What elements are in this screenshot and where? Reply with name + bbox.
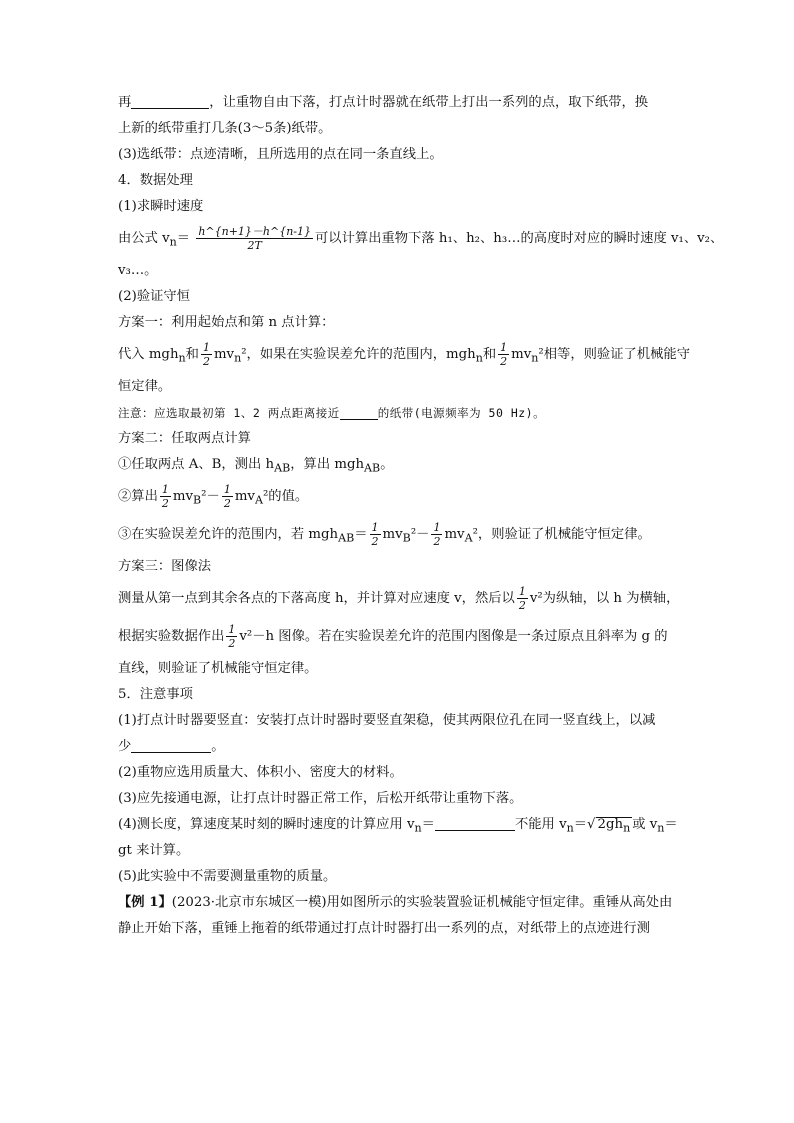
text-line [118,142,684,168]
formula-line [118,336,690,374]
text-segment: mv [213,347,235,362]
text-segment: 静止开始下落，重锤上拖着的纸带通过打点计时器打出一系列的点，对纸带上的点迹进行测 [118,921,650,936]
text-segment: 直线，则验证了机械能守恒定律。 [118,661,318,676]
text-segment: ＝ [354,527,368,542]
fraction-denominator: 2 [500,355,508,368]
text-segment: 测量从第一点到其余各点的下落高度 h，并计算对应速度 v，然后以 [118,591,515,606]
fill-blank [131,92,209,109]
half-fraction [226,624,237,649]
fraction-denominator: 2 [371,535,379,548]
fill-blank [131,736,211,753]
subscript: n [475,351,483,365]
sqrt-radicand [596,817,633,836]
text-segment: 和 [482,347,497,362]
subscript: n [169,235,177,249]
text-segment: v²－h 图像。若在实验误差允许的范围内图像是一条过原点且斜率为 g 的 [239,629,668,644]
fraction-denominator: 2 [223,497,231,510]
text-segment: 4．数据处理 [118,173,193,188]
subscript: AB [364,461,381,475]
fraction-denominator: 2T [247,239,262,252]
text-segment: 方案一：利用起始点和第 n 点计算： [118,315,335,330]
text-segment: ²－ [201,489,220,504]
fraction-denominator: 2 [518,599,526,612]
fraction-numerator: 1 [500,341,508,354]
fraction-numerator: 1 [202,341,210,354]
fraction-denominator: 2 [161,497,169,510]
text-segment: ①任取两点 A、B，测出 h [118,457,275,472]
text-segment: 或 v [632,817,658,832]
section-heading [118,168,684,194]
text-segment: ＝ [176,231,191,246]
text-segment: ＝ [573,817,588,832]
text-segment: v²为纵轴，以 h 为横轴， [529,591,680,606]
velocity-fraction [196,226,313,251]
text-segment: 5．注意事项 [118,687,193,702]
text-segment: (2)验证守恒 [118,289,191,304]
text-segment: 再 [118,95,132,110]
text-segment: (1)打点计时器要竖直：安装打点计时器时要竖直架稳，使其两限位孔在同一竖直线上，以减 [118,713,656,728]
subscript: n [657,821,665,835]
text-segment: 由公式 v [118,231,170,246]
text-line [118,258,684,284]
subscript: AB [274,461,291,475]
text-line [118,116,684,142]
text-segment: (3)选纸带：点迹清晰，且所选用的点在同一条直线上。 [118,147,443,162]
text-line [118,708,684,734]
subscript: n [178,351,186,365]
text-segment: (5)此实验中不需要测量重物的质量。 [118,869,337,884]
subscript: n [566,821,574,835]
text-segment: (1)求瞬时速度 [118,199,204,214]
fraction-numerator: 1 [223,483,231,496]
text-line [118,760,684,786]
text-line [118,90,684,116]
text-segment: ＝ [421,817,435,832]
note-line [118,400,684,426]
text-line [118,284,684,310]
text-segment: mv [382,527,403,542]
text-segment: (3)应先接通电源，让打点计时器正常工作，后松开纸带让重物下落。 [118,791,523,806]
text-segment: 可以计算出重物下落 h₁、h₂、h₃…的高度时对应的瞬时速度 v₁、v₂、 [315,231,724,246]
text-segment: 恒定律。 [118,379,172,394]
fill-blank [435,814,515,831]
text-segment: ＝ [664,817,678,832]
text-segment: mv [511,347,532,362]
text-segment: 少 [118,739,132,754]
text-segment: mv [234,489,255,504]
half-fraction [222,484,233,509]
text-segment: ²相等，则验证了机械能守 [538,347,690,362]
text-segment: (4)测长度，算速度某时刻的瞬时速度的计算应用 v [118,817,415,832]
half-fraction [498,342,509,367]
text-segment: mv [172,489,194,504]
fill-blank [340,403,378,420]
fraction-numerator: h^{n+1}－h^{n-1} [198,225,312,238]
text-line [118,554,684,580]
subscript: n [623,821,631,835]
text-segment: 注意：应选取最初第 1、2 两点距离接近 [118,406,340,420]
text-segment: 。 [380,457,394,472]
subscript: A [254,493,263,507]
text-segment: mv [444,527,465,542]
text-line [118,374,684,400]
text-line [118,426,684,452]
fraction-denominator: 2 [228,637,236,650]
text-segment: ，让重物自由下落，打点计时器就在纸带上打出一系列的点，取下纸带，换 [209,95,649,110]
subscript: B [193,493,202,507]
subscript: n [234,351,242,365]
text-line [118,734,684,760]
fraction-numerator: 1 [371,521,379,534]
formula-line [118,618,684,656]
text-segment: 方案三：图像法 [118,559,212,574]
half-fraction [431,522,442,547]
half-fraction [201,342,212,367]
text-segment: (2)重物应选用质量大、体积小、密度大的材料。 [118,765,403,780]
text-segment: (2023·北京市东城区一模)用如图所示的实验装置验证机械能守恒定律。重锤从高处由 [171,895,673,910]
text-line [118,310,684,336]
formula-line: (4)测长度，算速度某时刻的瞬时速度的计算应用 $v_n=$ 不能用 $v_n=√$ $2gh_n$ 或 $v_n=$ [118,812,684,838]
fraction-numerator: 1 [433,521,441,534]
text-segment: ²，则验证了机械能守恒定律。 [472,527,651,542]
text-segment: ²，如果在实验误差允许的范围内，mgh [241,347,476,362]
fraction-numerator: 1 [161,483,169,496]
subscript: B [402,531,411,545]
text-segment: 上新的纸带重打几条(3～5条)纸带。 [118,121,332,136]
text-segment: ²－ [410,527,430,542]
text-line [118,656,684,682]
text-line [118,194,684,220]
text-segment: 的纸带(电源频率为 50 Hz)。 [377,406,546,420]
text-segment: ③在实验误差允许的范围内，若 mgh [118,527,339,542]
document-page [118,90,724,942]
text-line [118,864,684,890]
text-segment: 和 [185,347,199,362]
example-label: 【例 1】 [118,895,172,910]
formula-line [118,580,684,618]
text-segment: 代入 mgh [118,347,179,362]
text-segment: v₃…。 [118,263,158,278]
formula-line [118,516,684,554]
text-segment: gt 来计算。 [118,843,190,858]
text-segment: 根据实验数据作出 [118,629,225,644]
text-line [118,916,684,942]
subscript: n [531,351,539,365]
half-fraction [160,484,171,509]
subscript: AB [338,531,355,545]
half-fraction [517,586,528,611]
section-heading [118,682,684,708]
fraction-denominator: 2 [202,355,210,368]
text-line [118,452,684,478]
fraction-numerator: 1 [518,585,526,598]
formula-line [118,478,684,516]
text-line [118,786,684,812]
text-line [118,838,684,864]
fraction-numerator: 1 [228,623,236,636]
text-segment: 不能用 v [514,817,567,832]
text-segment: ，算出 mgh [290,457,365,472]
subscript: A [464,531,473,545]
text-segment: 方案二：任取两点计算 [118,431,251,446]
text-segment: ②算出 [118,489,158,504]
text-segment: ²的值。 [262,489,309,504]
text-segment: 2gh [597,817,624,832]
formula-line [118,220,724,258]
example-heading [118,890,684,916]
half-fraction [370,522,381,547]
text-segment: 。 [211,739,225,754]
subscript: n [414,821,422,835]
fraction-denominator: 2 [433,535,441,548]
